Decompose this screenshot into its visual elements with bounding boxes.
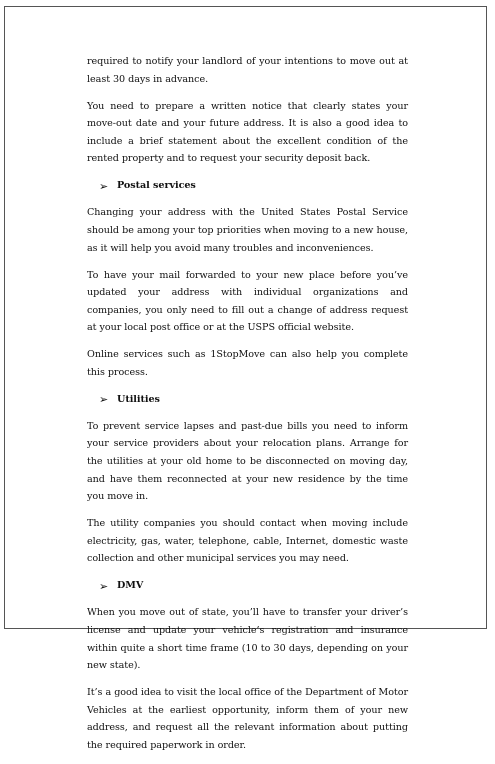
document-body (87, 53, 408, 764)
section-heading-utilities (87, 391, 408, 409)
arrow-bullet-icon: ➢ (99, 179, 109, 193)
paragraph: Changing your address with the United States Postal Service should be among your top priorities when moving to a new house, as it will help you avoid many troubles and inconveniences. (87, 207, 408, 254)
arrow-bullet-icon: ➢ (99, 393, 109, 407)
paragraph: When you move out of state, you’ll have to transfer your driver’s license and update your vehicle’s registration and insurance within quite a short time frame (10 to 30 days, depending on your new state). (87, 607, 408, 672)
paragraph: The utility companies you should contact when moving include electricity, gas, water, telephone, cable, Internet, domestic waste collection and other municipal services you may need. (87, 518, 408, 565)
paragraph: required to notify your landlord of your intentions to move out at least 30 days in advance. (87, 56, 408, 85)
heading-text: Utilities (117, 393, 160, 405)
paragraph: You need to prepare a written notice that clearly states your move-out date and your future address. It is also a good idea to include a brief statement about the excellent condition of the rented property and to request your security deposit back. (87, 100, 408, 165)
section-heading-dmv (87, 577, 408, 595)
paragraph: It’s a good idea to visit the local office of the Department of Motor Vehicles at the earliest opportunity, inform them of your new address, and request all the relevant information about putting the required paperwork in order. (87, 687, 408, 751)
paragraph: To prevent service lapses and past-due bills you need to inform your service providers about your relocation plans. Arrange for the utilities at your old home to be disconnected on moving day, and have them reconnected at your new residence by the time you move in. (87, 420, 408, 503)
paragraph: To have your mail forwarded to your new place before you’ve updated your address with individual organizations and companies, you only need to fill out a change of address request at your local post office or at the USPS official website. (87, 269, 408, 334)
heading-text: Postal services (117, 180, 196, 192)
paragraph: Online services such as 1StopMove can also help you complete this process. (87, 349, 408, 378)
section-heading-postal (87, 177, 408, 195)
arrow-bullet-icon: ➢ (99, 579, 109, 593)
heading-text: DMV (117, 580, 144, 592)
